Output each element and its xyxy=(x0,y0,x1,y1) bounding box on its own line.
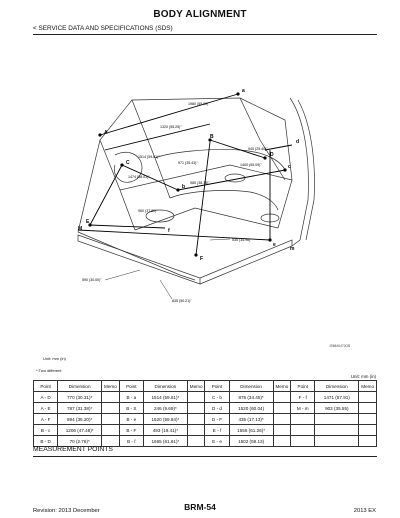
table-cell: 70 (2.76)* xyxy=(58,436,102,447)
table-cell: 894 (35.20)* xyxy=(58,414,102,425)
point-letter: d xyxy=(296,139,300,145)
column-header: Memo xyxy=(187,381,205,392)
table-cell: E - f xyxy=(205,425,229,436)
table-cell xyxy=(359,436,377,447)
footnote: *:Two different xyxy=(36,368,62,373)
dim-label: 985 (38.78)" xyxy=(190,181,210,185)
table-cell: F - f xyxy=(291,392,315,403)
column-header: Dimension xyxy=(143,381,187,392)
point-letter: c xyxy=(288,164,291,170)
column-header: Point xyxy=(291,381,315,392)
table-cell: B - S xyxy=(119,403,143,414)
table-cell xyxy=(102,403,120,414)
table-row xyxy=(34,425,377,436)
table-cell xyxy=(315,425,359,436)
table-cell xyxy=(273,436,291,447)
page-title: BODY ALIGNMENT xyxy=(153,9,247,20)
footer-model: 2013 EX xyxy=(353,508,376,514)
table-cell xyxy=(273,392,291,403)
table-cell: 1520 (60.04) xyxy=(229,403,273,414)
point-letter: M xyxy=(78,226,83,232)
table-cell: B - c xyxy=(34,425,58,436)
table-row xyxy=(34,414,377,425)
table-cell: B - e xyxy=(119,414,143,425)
dim-label: 835 (50.21)" xyxy=(172,299,192,303)
footer-revision: Revision: 2013 December xyxy=(33,508,100,514)
table-cell: 1555 (61.26)* xyxy=(229,425,273,436)
point-letter: f xyxy=(168,228,170,234)
dim-label: 1514 (59.61)" xyxy=(138,155,160,159)
page-number: BRM-54 xyxy=(184,502,216,512)
table-cell: A - D xyxy=(34,392,58,403)
table-cell xyxy=(187,403,205,414)
table-cell xyxy=(291,436,315,447)
table-cell xyxy=(359,392,377,403)
table-cell xyxy=(102,392,120,403)
table-header-row xyxy=(34,381,377,392)
table-unit: Unit: mm (in) xyxy=(350,374,376,379)
dim-label: 1320 (55.25)" xyxy=(160,125,182,129)
point-letter: e xyxy=(273,242,276,248)
table-cell: 770 (30.31)* xyxy=(58,392,102,403)
dim-label: 971 (35.43)" xyxy=(178,161,198,165)
table-cell xyxy=(273,414,291,425)
table-cell xyxy=(273,425,291,436)
column-header: Dimension xyxy=(315,381,359,392)
measurement-divider xyxy=(33,456,377,457)
table-cell: D - d xyxy=(205,403,229,414)
table-cell xyxy=(359,403,377,414)
dim-label: 1980 (55.00) xyxy=(188,102,209,106)
dim-label: 940 (25.40)" xyxy=(248,147,268,151)
point-letter: E xyxy=(86,219,90,225)
point-letter: b xyxy=(182,184,186,190)
section-heading: < SERVICE DATA AND SPECIFICATIONS (SDS) xyxy=(33,25,173,32)
table-cell xyxy=(187,414,205,425)
dim-label: 535 (35.96)" xyxy=(232,238,252,242)
table-row xyxy=(34,403,377,414)
side-rail xyxy=(78,235,200,284)
table-cell xyxy=(291,425,315,436)
table-cell xyxy=(187,425,205,436)
table-cell xyxy=(291,414,315,425)
table-cell: A - E xyxy=(34,403,58,414)
dim-label: 1474 (58.03)" xyxy=(128,175,150,179)
table-cell xyxy=(102,425,120,436)
point-letter: C xyxy=(126,160,130,166)
table-cell: 1502 (59.13) xyxy=(229,436,273,447)
table-cell xyxy=(102,436,120,447)
table-cell: B - F xyxy=(119,425,143,436)
column-header: Point xyxy=(205,381,229,392)
unit-note: Unit: mm (in) xyxy=(43,356,66,361)
point-letter: D xyxy=(270,152,274,158)
table-cell xyxy=(273,403,291,414)
table-cell xyxy=(359,414,377,425)
table-cell: 1471 (57.91) xyxy=(315,392,359,403)
table-cell: 1514 (59.61)* xyxy=(143,392,187,403)
table-cell: D - F xyxy=(205,414,229,425)
column-header: Point xyxy=(34,381,58,392)
table-cell: 435 (17.13)* xyxy=(229,414,273,425)
table-cell: 1665 (61.61)* xyxy=(143,436,187,447)
dim-label: 1400 (55.09)" xyxy=(240,163,262,167)
table-cell: B - f xyxy=(119,436,143,447)
column-header: Dimension xyxy=(58,381,102,392)
table-cell: 246 (9.69)* xyxy=(143,403,187,414)
table-cell: M - m xyxy=(291,403,315,414)
measurement-points-heading: MEASUREMENT POINTS xyxy=(33,446,113,453)
table-cell xyxy=(315,414,359,425)
rear-pillar xyxy=(290,98,308,246)
table-cell: 1520 (59.84)* xyxy=(143,414,187,425)
table-cell xyxy=(315,436,359,447)
column-header: Memo xyxy=(359,381,377,392)
table-row xyxy=(34,436,377,447)
table-cell: 787 (31.38)* xyxy=(58,403,102,414)
table-cell xyxy=(187,436,205,447)
point-letter: a xyxy=(242,88,245,94)
table-cell: E - e xyxy=(205,436,229,447)
table-cell xyxy=(187,392,205,403)
point-letter: B xyxy=(210,134,214,140)
figure-id: JSMIA0470GB xyxy=(329,344,351,348)
column-header: Point xyxy=(119,381,143,392)
table-cell xyxy=(102,414,120,425)
column-header: Memo xyxy=(273,381,291,392)
dimension-table xyxy=(33,380,377,447)
point-letter: A xyxy=(104,130,108,136)
column-header: Memo xyxy=(102,381,120,392)
table-cell xyxy=(359,425,377,436)
header-divider xyxy=(33,34,377,35)
table-cell: 493 (19.41)* xyxy=(143,425,187,436)
table-cell: C - b xyxy=(205,392,229,403)
table-cell: 875 (34.45)* xyxy=(229,392,273,403)
table-cell: B - D xyxy=(34,436,58,447)
column-header: Dimension xyxy=(229,381,273,392)
table-cell: B - a xyxy=(119,392,143,403)
dim-label: 960 (37.80)" xyxy=(138,209,158,213)
table-cell: A - F xyxy=(34,414,58,425)
point-letter: m xyxy=(290,246,295,252)
body-alignment-diagram xyxy=(60,80,350,355)
table-cell: 903 (35.55) xyxy=(315,403,359,414)
dim-label: 590 (30.00)" xyxy=(82,278,102,282)
table-row xyxy=(34,392,377,403)
point-letter: F xyxy=(200,256,204,262)
table-cell: 1206 (47.48)* xyxy=(58,425,102,436)
